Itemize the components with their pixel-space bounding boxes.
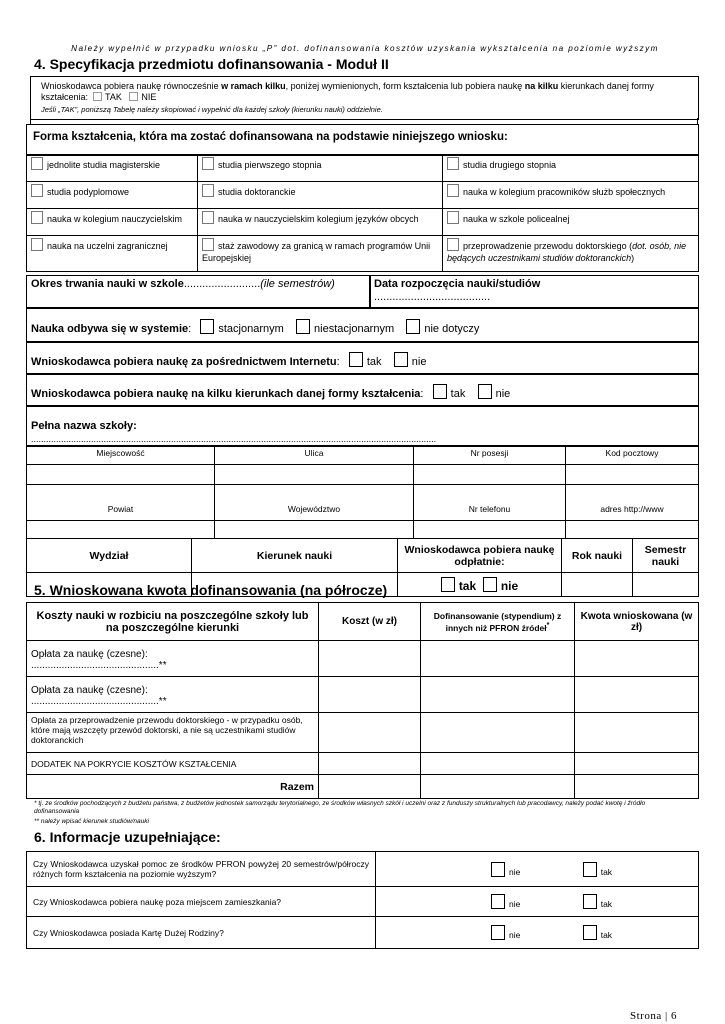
form-option-note: dot. osób, nie będących uczestnikami studiów doktoranckich [447, 241, 687, 263]
form-option-label: nauka w nauczycielskim kolegium języków obcych [218, 214, 419, 224]
start-date-label: Data rozpoczęcia nauki/studiów [374, 278, 541, 290]
info-nie-label: nie [509, 899, 521, 909]
requested-input[interactable] [575, 753, 699, 775]
cost-row-label-text: Opłata za naukę (czesne): [31, 649, 148, 660]
study-header: Kierunek nauki [192, 539, 398, 573]
info-answers [376, 852, 699, 887]
form-checkbox[interactable] [31, 157, 43, 170]
school-name-dots: .................................................................................................................................................................. [31, 434, 437, 444]
section5-title: 5. Wnioskowana kwota dofinansowania (na półrocze) [34, 582, 388, 598]
form-option[interactable] [443, 182, 699, 209]
form-heading-box [26, 124, 699, 156]
total-label: Razem [27, 775, 319, 799]
form-option[interactable] [443, 236, 699, 272]
info-tak-label: tak [600, 930, 613, 940]
info-tak-label: tak [600, 899, 613, 909]
multi-row [26, 373, 699, 407]
system-nie-dotyczy-checkbox[interactable] [406, 319, 420, 334]
odplatnie-tak-label: tak [458, 578, 477, 593]
form-option[interactable] [198, 236, 443, 272]
info-tak-checkbox[interactable] [583, 925, 597, 940]
address-header: Kod pocztowy [566, 446, 699, 465]
info-nie-checkbox[interactable] [491, 925, 505, 940]
internet-row [26, 341, 699, 375]
page-number: 6 [670, 1010, 677, 1022]
form-option[interactable] [443, 155, 699, 182]
intro-nie-checkbox[interactable] [129, 92, 138, 101]
requested-input[interactable] [575, 641, 699, 677]
forms-table [26, 154, 699, 272]
section4-title: 4. Specyfikacja przedmiotu dofinansowania - Moduł II [34, 56, 389, 72]
odplatnie-tak-checkbox[interactable] [441, 577, 455, 592]
address-header: Nr telefonu [414, 502, 566, 521]
info-answers [376, 917, 699, 949]
intro-note: Jeśli „TAK”, poniższą Tabelę należy skopiować i wypełnić dla każdej szkoły (kierunku nauki) oddzielnie. [41, 105, 383, 114]
cost-row-dots: ..............................................** [31, 696, 167, 707]
form-option-label: jednolite studia magisterskie [47, 160, 161, 170]
cost-input[interactable] [319, 677, 421, 713]
multi-nie-label: nie [495, 388, 511, 400]
form-option[interactable] [27, 155, 198, 182]
system-niestacjonarny-checkbox[interactable] [296, 319, 310, 334]
study-header: Semestr nauki [633, 539, 699, 573]
form-checkbox[interactable] [447, 238, 459, 251]
form-checkbox[interactable] [202, 211, 214, 224]
address-header: adres http://www [566, 502, 699, 521]
cost-input[interactable] [319, 641, 421, 677]
address-header: Miejscowość [27, 446, 215, 465]
system-option-label: stacjonarnym [218, 323, 284, 335]
address-table [26, 445, 699, 539]
odplatnie-nie-label: nie [500, 578, 519, 593]
miejscowosc-input[interactable] [27, 465, 215, 485]
form-option-label: nauka na uczelni zagranicznej [47, 241, 168, 251]
info-question: Czy Wnioskodawca pobiera naukę poza miejscem zamieszkania? [27, 887, 376, 917]
multi-tak-label: tak [450, 388, 466, 400]
page-label: Strona [630, 1010, 662, 1022]
intro-bold-1: w ramach kilku [221, 81, 286, 91]
info-tak-checkbox[interactable] [583, 894, 597, 909]
cofunding-input[interactable] [421, 677, 575, 713]
address-spacer [566, 485, 699, 502]
form-heading: Forma kształcenia, która ma zostać dofinansowana na podstawie niniejszego wniosku: [33, 131, 508, 143]
cofunding-input[interactable] [421, 713, 575, 753]
form-option-close: ) [631, 253, 635, 263]
odplatnie-cell [398, 573, 562, 597]
form-checkbox[interactable] [31, 211, 43, 224]
requested-input[interactable] [575, 677, 699, 713]
wojewodztwo-input[interactable] [215, 521, 414, 539]
form-checkbox[interactable] [447, 211, 459, 224]
intro-text-1: Wnioskodawca pobiera naukę równocześnie [41, 81, 222, 91]
page-footer: Strona | 6 [630, 1010, 677, 1022]
form-option-label: studia pierwszego stopnia [218, 160, 322, 170]
info-tak-label: tak [600, 866, 613, 877]
study-header: Wnioskodawca pobiera naukę odpłatnie: [398, 539, 562, 573]
address-header: Nr posesji [414, 446, 566, 465]
rok-nauki-input[interactable] [562, 573, 633, 597]
system-label: Nauka odbywa się w systemie [31, 323, 189, 335]
total-cost[interactable] [319, 775, 421, 799]
form-option[interactable] [27, 209, 198, 236]
kod-pocztowy-input[interactable] [566, 465, 699, 485]
multi-label: Wnioskodawca pobiera naukę na kilku kierunkach danej formy kształcenia [31, 388, 421, 400]
costs-header: Kwota wnioskowana (w zł) [575, 603, 699, 641]
form-option[interactable] [27, 182, 198, 209]
nr-posesji-input[interactable] [414, 465, 566, 485]
form-option[interactable] [198, 209, 443, 236]
intro-text-3: kierunkach danej formy kształcenia: [41, 81, 654, 102]
form-checkbox[interactable] [447, 184, 459, 197]
costs-header-star: * [546, 620, 550, 629]
address-header: Powiat [27, 502, 215, 521]
footnote-1: * tj. ze środków pochodzących z budżetu państwa, z budżetów jednostek samorządu terytorialnego, ze środków własnych szkół i uczelni oraz z funduszy strukturalnych lub pracodawcy, należy podać kwotę i źródło dofinansowania [34, 800, 646, 815]
form-option-label: studia drugiego stopnia [463, 160, 557, 170]
cost-input[interactable] [319, 713, 421, 753]
www-input[interactable] [566, 521, 699, 539]
address-spacer [27, 485, 215, 502]
address-header: Ulica [215, 446, 414, 465]
costs-header [421, 603, 575, 641]
internet-nie-checkbox[interactable] [394, 352, 408, 367]
address-spacer [414, 485, 566, 502]
form-option-label: studia podyplomowe [47, 187, 130, 197]
study-header: Rok nauki [562, 539, 633, 573]
info-nie-checkbox[interactable] [491, 862, 505, 877]
form-checkbox[interactable] [31, 238, 43, 251]
duration-box[interactable] [26, 275, 371, 309]
semestr-nauki-input[interactable] [633, 573, 699, 597]
start-date-dots: ...................................... [374, 291, 491, 303]
info-question: Czy Wnioskodawca posiada Kartę Dużej Rodziny? [27, 917, 376, 949]
multi-nie-checkbox[interactable] [478, 384, 492, 399]
cofunding-input[interactable] [421, 753, 575, 775]
cost-row-label [27, 677, 319, 713]
total-cofunding[interactable] [421, 775, 575, 799]
ulica-input[interactable] [215, 465, 414, 485]
address-spacer [215, 485, 414, 502]
form-option-label: nauka w kolegium nauczycielskim [47, 214, 183, 224]
form-option-label: nauka w szkole policealnej [463, 214, 570, 224]
form-checkbox[interactable] [202, 238, 214, 251]
costs-header: Koszt (w zł) [319, 603, 421, 641]
system-row [26, 307, 699, 343]
footnote-2: ** należy wpisać kierunek studiów/nauki [34, 818, 149, 825]
intro-bold-2: na kilku [524, 81, 559, 91]
system-option-label: niestacjonarnym [314, 323, 395, 335]
start-date-box[interactable] [369, 275, 699, 309]
internet-label: Wnioskodawca pobiera naukę za pośrednictwem Internetu [31, 356, 337, 368]
duration-label: Okres trwania nauki w szkole [31, 278, 184, 290]
cost-row-dots: ..............................................** [31, 660, 167, 671]
address-header: Województwo [215, 502, 414, 521]
form-option[interactable] [198, 155, 443, 182]
internet-nie-label: nie [411, 356, 427, 368]
duration-dots: ......................... [183, 278, 261, 290]
costs-table [26, 602, 699, 799]
info-tak-checkbox[interactable] [583, 862, 597, 877]
section6-title: 6. Informacje uzupełniające: [34, 829, 221, 845]
intro-text-2: , poniżej wymienionych, form kształcenia lub pobiera naukę [285, 81, 525, 91]
info-nie-label: nie [509, 930, 521, 940]
school-name-box[interactable] [26, 405, 699, 447]
form-checkbox[interactable] [202, 184, 214, 197]
powiat-input[interactable] [27, 521, 215, 539]
costs-header: Koszty nauki w rozbiciu na poszczególne szkoły lub na poszczególne kierunki [27, 603, 319, 641]
info-answers [376, 887, 699, 917]
info-nie-checkbox[interactable] [491, 894, 505, 909]
internet-tak-label: tak [366, 356, 382, 368]
internet-colon: : [336, 356, 340, 368]
form-option[interactable] [443, 209, 699, 236]
form-option-label: staż zawodowy za granicą w ramach programów Unii Europejskiej [202, 241, 431, 263]
form-option[interactable] [198, 182, 443, 209]
header-note: Należy wypełnić w przypadku wniosku „P” dot. dofinansowania kosztów uzyskania wykształcenia na poziomie wyższym [71, 44, 659, 53]
cost-input[interactable] [319, 753, 421, 775]
costs-header-text: Dofinansowanie (stypendium) z innych niż PFRON źródeł [433, 610, 562, 633]
form-option[interactable] [27, 236, 198, 272]
doctoral-row-label: Opłata za przeprowadzenie przewodu doktorskiego - w przypadku osób, które mają wszczęty przewód doktorski, a nie są uczestnikami studiów doktoranckich [27, 713, 319, 753]
form-option-label: studia doktoranckie [218, 187, 296, 197]
internet-tak-checkbox[interactable] [349, 352, 363, 367]
system-option-label: nie dotyczy [424, 323, 480, 335]
system-colon: : [188, 323, 192, 335]
nr-telefonu-input[interactable] [414, 521, 566, 539]
school-name-label: Pełna nazwa szkoły: [31, 420, 137, 432]
cost-row-label-text: Opłata za naukę (czesne): [31, 685, 148, 696]
multi-tak-checkbox[interactable] [433, 384, 447, 399]
intro-tak-checkbox[interactable] [93, 92, 102, 101]
total-requested[interactable] [575, 775, 699, 799]
odplatnie-nie-checkbox[interactable] [483, 577, 497, 592]
form-option-label: przeprowadzenie przewodu doktorskiego ( [463, 241, 633, 251]
cofunding-input[interactable] [421, 641, 575, 677]
system-stacjonarny-checkbox[interactable] [200, 319, 214, 334]
intro-box [30, 76, 699, 120]
study-header: Wydział [27, 539, 192, 573]
form-checkbox[interactable] [31, 184, 43, 197]
form-checkbox[interactable] [202, 157, 214, 170]
duration-unit: (ile semestrów) [260, 278, 335, 290]
info-nie-label: nie [509, 866, 521, 877]
cost-row-label [27, 641, 319, 677]
requested-input[interactable] [575, 713, 699, 753]
info-question: Czy Wnioskodawca uzyskał pomoc ze środków PFRON powyżej 20 semestrów/półroczy różnych form kształcenia na poziomie wyższym? [27, 852, 376, 887]
info-table [26, 851, 699, 949]
multi-colon: : [420, 388, 424, 400]
form-option-label: nauka w kolegium pracowników służb społecznych [463, 187, 666, 197]
intro-tak-label: TAK [105, 92, 122, 102]
supplement-row-label: DODATEK NA POKRYCIE KOSZTÓW KSZTAŁCENIA [27, 753, 319, 775]
form-checkbox[interactable] [447, 157, 459, 170]
intro-nie-label: NIE [141, 92, 157, 102]
